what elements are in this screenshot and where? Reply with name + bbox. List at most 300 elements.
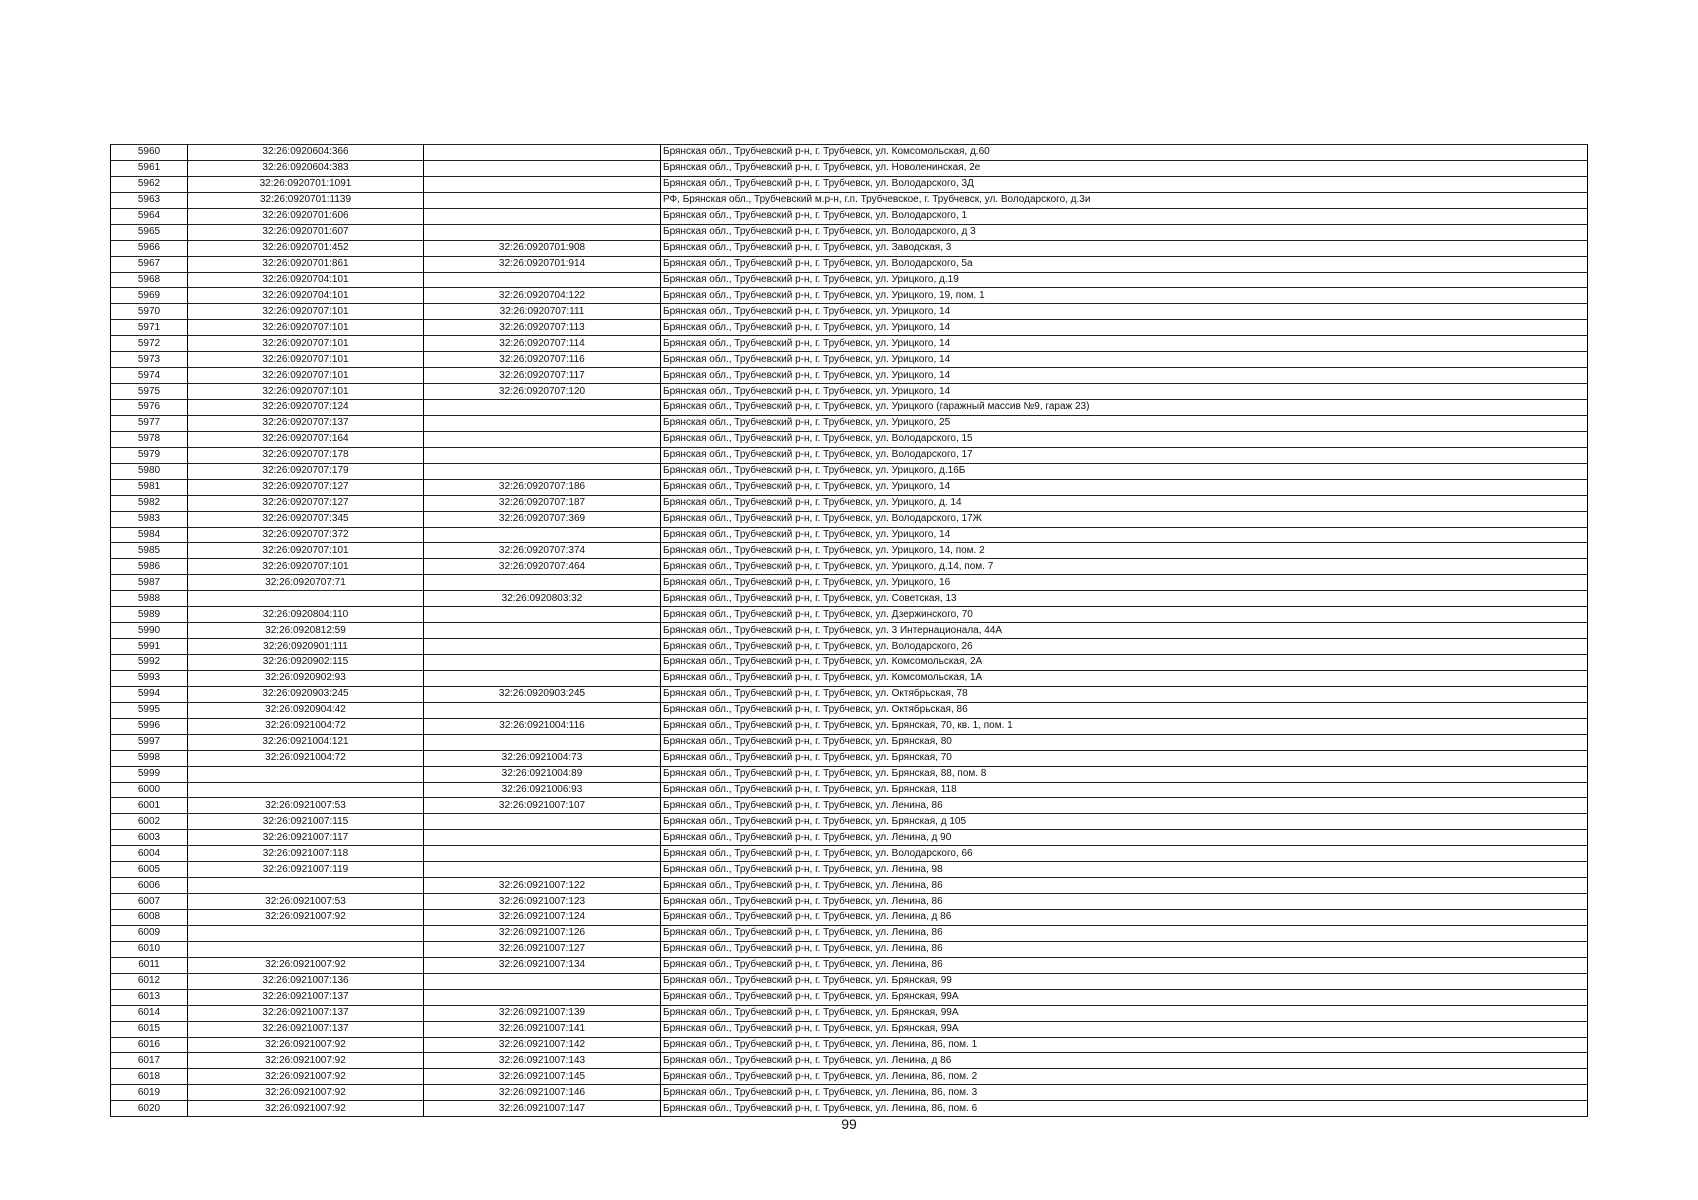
address-cell: Брянская обл., Трубчевский р-н, г. Трубчевск, ул. Ленина, 98 <box>661 862 1588 878</box>
page-number: 99 <box>841 1116 857 1132</box>
related-cadastral-number-cell <box>424 862 661 878</box>
related-cadastral-number-cell: 32:26:0921004:116 <box>424 718 661 734</box>
cadastral-number-cell: 32:26:0921007:119 <box>188 862 424 878</box>
address-cell: Брянская обл., Трубчевский р-н, г. Трубчевск, ул. Брянская, 99А <box>661 989 1588 1005</box>
cadastral-number-cell: 32:26:0921007:92 <box>188 1053 424 1069</box>
row-number-cell: 6003 <box>111 830 188 846</box>
row-number-cell: 6017 <box>111 1053 188 1069</box>
address-cell: Брянская обл., Трубчевский р-н, г. Трубчевск, ул. Урицкого, 25 <box>661 415 1588 431</box>
cadastral-number-cell: 32:26:0921004:121 <box>188 734 424 750</box>
row-number-cell: 6002 <box>111 814 188 830</box>
cadastral-number-cell <box>188 941 424 957</box>
cadastral-number-cell: 32:26:0921007:136 <box>188 973 424 989</box>
related-cadastral-number-cell <box>424 431 661 447</box>
cadastral-number-cell: 32:26:0920707:101 <box>188 384 424 400</box>
row-number-cell: 5966 <box>111 240 188 256</box>
table-row <box>111 1021 1588 1037</box>
related-cadastral-number-cell <box>424 447 661 463</box>
cadastral-number-cell <box>188 878 424 894</box>
address-cell: Брянская обл., Трубчевский р-н, г. Трубчевск, ул. Ленина, 86 <box>661 957 1588 973</box>
row-number-cell: 5998 <box>111 750 188 766</box>
row-number-cell: 5977 <box>111 415 188 431</box>
cadastral-number-cell: 32:26:0920701:1139 <box>188 192 424 208</box>
related-cadastral-number-cell <box>424 224 661 240</box>
table-row <box>111 718 1588 734</box>
address-cell: Брянская обл., Трубчевский р-н, г. Трубчевск, ул. Брянская, 80 <box>661 734 1588 750</box>
table-row <box>111 495 1588 511</box>
address-cell: Брянская обл., Трубчевский р-н, г. Трубчевск, ул. Брянская, д 105 <box>661 814 1588 830</box>
cadastral-number-cell: 32:26:0920707:101 <box>188 543 424 559</box>
address-cell: Брянская обл., Трубчевский р-н, г. Трубчевск, ул. Володарского, 17Ж <box>661 511 1588 527</box>
related-cadastral-number-cell: 32:26:0920707:117 <box>424 368 661 384</box>
cadastral-number-cell: 32:26:0921007:118 <box>188 846 424 862</box>
address-cell: Брянская обл., Трубчевский р-н, г. Трубчевск, ул. Комсомольская, 2А <box>661 655 1588 671</box>
related-cadastral-number-cell: 32:26:0920707:187 <box>424 495 661 511</box>
related-cadastral-number-cell: 32:26:0920704:122 <box>424 288 661 304</box>
table-row <box>111 846 1588 862</box>
row-number-cell: 6013 <box>111 989 188 1005</box>
address-cell: Брянская обл., Трубчевский р-н, г. Трубчевск, ул. Урицкого, 14 <box>661 336 1588 352</box>
cadastral-number-cell: 32:26:0920604:383 <box>188 160 424 176</box>
row-number-cell: 5974 <box>111 368 188 384</box>
row-number-cell: 5979 <box>111 447 188 463</box>
address-cell: Брянская обл., Трубчевский р-н, г. Трубчевск, ул. Ленина, 86 <box>661 941 1588 957</box>
address-cell: Брянская обл., Трубчевский р-н, г. Трубчевск, ул. Володарского, 15 <box>661 431 1588 447</box>
cadastral-number-cell: 32:26:0921007:92 <box>188 910 424 926</box>
row-number-cell: 6018 <box>111 1069 188 1085</box>
cadastral-number-cell: 32:26:0920902:93 <box>188 670 424 686</box>
table-row <box>111 543 1588 559</box>
table-row <box>111 1053 1588 1069</box>
cadastral-number-cell: 32:26:0920804:110 <box>188 607 424 623</box>
related-cadastral-number-cell <box>424 734 661 750</box>
table-row <box>111 575 1588 591</box>
table-row <box>111 208 1588 224</box>
address-cell: Брянская обл., Трубчевский р-н, г. Трубчевск, ул. Ленина, 86, пом. 1 <box>661 1037 1588 1053</box>
related-cadastral-number-cell <box>424 814 661 830</box>
table-row <box>111 145 1588 161</box>
related-cadastral-number-cell: 32:26:0921007:124 <box>424 910 661 926</box>
row-number-cell: 6020 <box>111 1101 188 1117</box>
related-cadastral-number-cell: 32:26:0920707:114 <box>424 336 661 352</box>
row-number-cell: 5999 <box>111 766 188 782</box>
table-row <box>111 368 1588 384</box>
table-row <box>111 1005 1588 1021</box>
table-row <box>111 288 1588 304</box>
address-cell: Брянская обл., Трубчевский р-н, г. Трубчевск, ул. Новоленинская, 2е <box>661 160 1588 176</box>
table-row <box>111 862 1588 878</box>
cadastral-number-cell: 32:26:0920903:245 <box>188 686 424 702</box>
row-number-cell: 5991 <box>111 639 188 655</box>
table-row <box>111 431 1588 447</box>
table-row <box>111 830 1588 846</box>
table-row <box>111 527 1588 543</box>
table-row <box>111 878 1588 894</box>
address-cell: Брянская обл., Трубчевский р-н, г. Трубчевск, ул. Ленина, 86 <box>661 878 1588 894</box>
cadastral-number-cell: 32:26:0921007:92 <box>188 1037 424 1053</box>
cadastral-number-cell: 32:26:0920701:861 <box>188 256 424 272</box>
address-cell: Брянская обл., Трубчевский р-н, г. Трубчевск, ул. Советская, 13 <box>661 591 1588 607</box>
row-number-cell: 5973 <box>111 352 188 368</box>
address-cell: Брянская обл., Трубчевский р-н, г. Трубчевск, ул. Брянская, 99 <box>661 973 1588 989</box>
table-row <box>111 176 1588 192</box>
related-cadastral-number-cell <box>424 272 661 288</box>
cadastral-number-cell: 32:26:0920707:127 <box>188 479 424 495</box>
table-row <box>111 814 1588 830</box>
table-row <box>111 925 1588 941</box>
address-cell: Брянская обл., Трубчевский р-н, г. Трубчевск, ул. Урицкого, д.19 <box>661 272 1588 288</box>
row-number-cell: 5962 <box>111 176 188 192</box>
row-number-cell: 6011 <box>111 957 188 973</box>
cadastral-number-cell: 32:26:0920902:115 <box>188 655 424 671</box>
address-cell: Брянская обл., Трубчевский р-н, г. Трубчевск, ул. Урицкого, 14 <box>661 527 1588 543</box>
row-number-cell: 5960 <box>111 145 188 161</box>
cadastral-number-cell: 32:26:0920707:164 <box>188 431 424 447</box>
related-cadastral-number-cell: 32:26:0921007:145 <box>424 1069 661 1085</box>
related-cadastral-number-cell <box>424 400 661 416</box>
table-row <box>111 272 1588 288</box>
table-row <box>111 1101 1588 1117</box>
address-cell: Брянская обл., Трубчевский р-н, г. Трубчевск, ул. Урицкого, 14, пом. 2 <box>661 543 1588 559</box>
related-cadastral-number-cell: 32:26:0920701:914 <box>424 256 661 272</box>
row-number-cell: 5983 <box>111 511 188 527</box>
related-cadastral-number-cell: 32:26:0920707:116 <box>424 352 661 368</box>
address-cell: Брянская обл., Трубчевский р-н, г. Трубчевск, ул. Ленина, 86 <box>661 894 1588 910</box>
cadastral-number-cell: 32:26:0921007:137 <box>188 1021 424 1037</box>
table-row <box>111 400 1588 416</box>
table-row <box>111 639 1588 655</box>
cadastral-number-cell <box>188 925 424 941</box>
row-number-cell: 6008 <box>111 910 188 926</box>
table-row <box>111 782 1588 798</box>
address-cell: Брянская обл., Трубчевский р-н, г. Трубчевск, ул. Володарского, 3Д <box>661 176 1588 192</box>
related-cadastral-number-cell: 32:26:0921004:89 <box>424 766 661 782</box>
address-cell: Брянская обл., Трубчевский р-н, г. Трубчевск, ул. Ленина, 86 <box>661 798 1588 814</box>
row-number-cell: 5970 <box>111 304 188 320</box>
table-row <box>111 447 1588 463</box>
table-row <box>111 304 1588 320</box>
cadastral-number-cell: 32:26:0921007:115 <box>188 814 424 830</box>
address-cell: Брянская обл., Трубчевский р-н, г. Трубчевск, ул. Урицкого, 19, пом. 1 <box>661 288 1588 304</box>
row-number-cell: 5981 <box>111 479 188 495</box>
cadastral-number-cell: 32:26:0920701:452 <box>188 240 424 256</box>
table-row <box>111 511 1588 527</box>
related-cadastral-number-cell <box>424 846 661 862</box>
address-cell: Брянская обл., Трубчевский р-н, г. Трубчевск, ул. Урицкого, д. 14 <box>661 495 1588 511</box>
related-cadastral-number-cell: 32:26:0920707:120 <box>424 384 661 400</box>
row-number-cell: 5980 <box>111 463 188 479</box>
registry-table <box>110 144 1588 1117</box>
cadastral-number-cell <box>188 782 424 798</box>
address-cell: Брянская обл., Трубчевский р-н, г. Трубчевск, ул. Брянская, 99А <box>661 1021 1588 1037</box>
cadastral-number-cell: 32:26:0920707:101 <box>188 368 424 384</box>
cadastral-number-cell: 32:26:0920707:101 <box>188 336 424 352</box>
address-cell: Брянская обл., Трубчевский р-н, г. Трубчевск, ул. Брянская, 70, кв. 1, пом. 1 <box>661 718 1588 734</box>
cadastral-number-cell: 32:26:0921007:92 <box>188 1085 424 1101</box>
address-cell: Брянская обл., Трубчевский р-н, г. Трубчевск, ул. Володарского, 5а <box>661 256 1588 272</box>
table-row <box>111 910 1588 926</box>
related-cadastral-number-cell: 32:26:0921007:142 <box>424 1037 661 1053</box>
table-row <box>111 734 1588 750</box>
cadastral-number-cell: 32:26:0920707:372 <box>188 527 424 543</box>
related-cadastral-number-cell <box>424 145 661 161</box>
related-cadastral-number-cell <box>424 655 661 671</box>
cadastral-number-cell: 32:26:0921007:92 <box>188 1101 424 1117</box>
address-cell: Брянская обл., Трубчевский р-н, г. Трубчевск, ул. Ленина, д 86 <box>661 1053 1588 1069</box>
table-row <box>111 655 1588 671</box>
cadastral-number-cell: 32:26:0920707:101 <box>188 320 424 336</box>
cadastral-number-cell: 32:26:0920701:607 <box>188 224 424 240</box>
related-cadastral-number-cell: 32:26:0920903:245 <box>424 686 661 702</box>
address-cell: Брянская обл., Трубчевский р-н, г. Трубчевск, ул. Брянская, 70 <box>661 750 1588 766</box>
row-number-cell: 6005 <box>111 862 188 878</box>
cadastral-number-cell: 32:26:0920707:71 <box>188 575 424 591</box>
row-number-cell: 5985 <box>111 543 188 559</box>
related-cadastral-number-cell <box>424 575 661 591</box>
related-cadastral-number-cell: 32:26:0921004:73 <box>424 750 661 766</box>
row-number-cell: 5969 <box>111 288 188 304</box>
table-row <box>111 670 1588 686</box>
table-row <box>111 384 1588 400</box>
related-cadastral-number-cell: 32:26:0920803:32 <box>424 591 661 607</box>
row-number-cell: 6001 <box>111 798 188 814</box>
related-cadastral-number-cell: 32:26:0921007:134 <box>424 957 661 973</box>
row-number-cell: 5984 <box>111 527 188 543</box>
table-row <box>111 941 1588 957</box>
row-number-cell: 5997 <box>111 734 188 750</box>
address-cell: Брянская обл., Трубчевский р-н, г. Трубчевск, ул. Володарского, 17 <box>661 447 1588 463</box>
related-cadastral-number-cell: 32:26:0921007:147 <box>424 1101 661 1117</box>
cadastral-number-cell: 32:26:0921007:92 <box>188 1069 424 1085</box>
row-number-cell: 6019 <box>111 1085 188 1101</box>
related-cadastral-number-cell <box>424 702 661 718</box>
related-cadastral-number-cell: 32:26:0921007:146 <box>424 1085 661 1101</box>
row-number-cell: 6014 <box>111 1005 188 1021</box>
address-cell: Брянская обл., Трубчевский р-н, г. Трубчевск, ул. 3 Интернационала, 44А <box>661 623 1588 639</box>
related-cadastral-number-cell <box>424 160 661 176</box>
row-number-cell: 6006 <box>111 878 188 894</box>
cadastral-number-cell: 32:26:0920704:101 <box>188 272 424 288</box>
related-cadastral-number-cell <box>424 623 661 639</box>
table-row <box>111 591 1588 607</box>
row-number-cell: 5990 <box>111 623 188 639</box>
table-row <box>111 1037 1588 1053</box>
cadastral-number-cell: 32:26:0920707:178 <box>188 447 424 463</box>
cadastral-number-cell: 32:26:0920901:111 <box>188 639 424 655</box>
cadastral-number-cell: 32:26:0921007:53 <box>188 798 424 814</box>
cadastral-number-cell: 32:26:0920707:127 <box>188 495 424 511</box>
row-number-cell: 5972 <box>111 336 188 352</box>
table-row <box>111 750 1588 766</box>
related-cadastral-number-cell <box>424 973 661 989</box>
related-cadastral-number-cell: 32:26:0920707:186 <box>424 479 661 495</box>
row-number-cell: 5995 <box>111 702 188 718</box>
address-cell: Брянская обл., Трубчевский р-н, г. Трубчевск, ул. Урицкого, 14 <box>661 352 1588 368</box>
row-number-cell: 6010 <box>111 941 188 957</box>
cadastral-number-cell: 32:26:0920707:179 <box>188 463 424 479</box>
row-number-cell: 5968 <box>111 272 188 288</box>
address-cell: Брянская обл., Трубчевский р-н, г. Трубчевск, ул. Урицкого, 16 <box>661 575 1588 591</box>
cadastral-number-cell: 32:26:0921007:53 <box>188 894 424 910</box>
related-cadastral-number-cell: 32:26:0920707:113 <box>424 320 661 336</box>
cadastral-number-cell: 32:26:0920707:345 <box>188 511 424 527</box>
cadastral-number-cell: 32:26:0920904:42 <box>188 702 424 718</box>
registry-table-body <box>111 145 1588 1117</box>
row-number-cell: 5965 <box>111 224 188 240</box>
cadastral-number-cell: 32:26:0921004:72 <box>188 750 424 766</box>
table-row <box>111 240 1588 256</box>
cadastral-number-cell: 32:26:0920707:124 <box>188 400 424 416</box>
table-row <box>111 320 1588 336</box>
related-cadastral-number-cell: 32:26:0920707:111 <box>424 304 661 320</box>
cadastral-number-cell: 32:26:0920707:101 <box>188 304 424 320</box>
address-cell: Брянская обл., Трубчевский р-н, г. Трубчевск, ул. Володарского, 26 <box>661 639 1588 655</box>
address-cell: Брянская обл., Трубчевский р-н, г. Трубчевск, ул. Ленина, д 90 <box>661 830 1588 846</box>
related-cadastral-number-cell <box>424 639 661 655</box>
cadastral-number-cell: 32:26:0921007:137 <box>188 989 424 1005</box>
related-cadastral-number-cell: 32:26:0921007:127 <box>424 941 661 957</box>
related-cadastral-number-cell: 32:26:0921007:107 <box>424 798 661 814</box>
table-row <box>111 336 1588 352</box>
row-number-cell: 6007 <box>111 894 188 910</box>
table-row <box>111 623 1588 639</box>
row-number-cell: 5978 <box>111 431 188 447</box>
address-cell: Брянская обл., Трубчевский р-н, г. Трубчевск, ул. Урицкого, 14 <box>661 304 1588 320</box>
table-row <box>111 160 1588 176</box>
address-cell: Брянская обл., Трубчевский р-н, г. Трубчевск, ул. Урицкого, 14 <box>661 479 1588 495</box>
table-row <box>111 559 1588 575</box>
row-number-cell: 5961 <box>111 160 188 176</box>
related-cadastral-number-cell <box>424 989 661 1005</box>
row-number-cell: 6004 <box>111 846 188 862</box>
table-row <box>111 415 1588 431</box>
row-number-cell: 5967 <box>111 256 188 272</box>
related-cadastral-number-cell: 32:26:0921007:126 <box>424 925 661 941</box>
cadastral-number-cell: 32:26:0921004:72 <box>188 718 424 734</box>
row-number-cell: 5988 <box>111 591 188 607</box>
address-cell: Брянская обл., Трубчевский р-н, г. Трубчевск, ул. Урицкого, д.16Б <box>661 463 1588 479</box>
address-cell: Брянская обл., Трубчевский р-н, г. Трубчевск, ул. Дзержинского, 70 <box>661 607 1588 623</box>
cadastral-number-cell <box>188 766 424 782</box>
cadastral-number-cell: 32:26:0920707:137 <box>188 415 424 431</box>
row-number-cell: 5986 <box>111 559 188 575</box>
row-number-cell: 5964 <box>111 208 188 224</box>
table-row <box>111 479 1588 495</box>
address-cell: Брянская обл., Трубчевский р-н, г. Трубчевск, ул. Ленина, 86, пом. 6 <box>661 1101 1588 1117</box>
address-cell: Брянская обл., Трубчевский р-н, г. Трубчевск, ул. Ленина, 86, пом. 2 <box>661 1069 1588 1085</box>
address-cell: Брянская обл., Трубчевский р-н, г. Трубчевск, ул. Комсомольская, 1А <box>661 670 1588 686</box>
row-number-cell: 5994 <box>111 686 188 702</box>
table-row <box>111 973 1588 989</box>
address-cell: Брянская обл., Трубчевский р-н, г. Трубчевск, ул. Володарского, 1 <box>661 208 1588 224</box>
row-number-cell: 6009 <box>111 925 188 941</box>
address-cell: Брянская обл., Трубчевский р-н, г. Трубчевск, ул. Урицкого, 14 <box>661 384 1588 400</box>
address-cell: Брянская обл., Трубчевский р-н, г. Трубчевск, ул. Октябрьская, 78 <box>661 686 1588 702</box>
related-cadastral-number-cell <box>424 208 661 224</box>
row-number-cell: 6012 <box>111 973 188 989</box>
related-cadastral-number-cell: 32:26:0920701:908 <box>424 240 661 256</box>
table-row <box>111 352 1588 368</box>
table-row <box>111 989 1588 1005</box>
related-cadastral-number-cell <box>424 527 661 543</box>
address-cell: Брянская обл., Трубчевский р-н, г. Трубчевск, ул. Брянская, 88, пом. 8 <box>661 766 1588 782</box>
table-row <box>111 256 1588 272</box>
address-cell: РФ, Брянская обл., Трубчевский м.р-н, г.п. Трубчевское, г. Трубчевск, ул. Володарского, д.3и <box>661 192 1588 208</box>
row-number-cell: 5976 <box>111 400 188 416</box>
address-cell: Брянская обл., Трубчевский р-н, г. Трубчевск, ул. Октябрьская, 86 <box>661 702 1588 718</box>
row-number-cell: 5993 <box>111 670 188 686</box>
table-row <box>111 1085 1588 1101</box>
related-cadastral-number-cell: 32:26:0921007:139 <box>424 1005 661 1021</box>
table-row <box>111 463 1588 479</box>
table-row <box>111 798 1588 814</box>
related-cadastral-number-cell <box>424 607 661 623</box>
related-cadastral-number-cell: 32:26:0920707:464 <box>424 559 661 575</box>
related-cadastral-number-cell <box>424 176 661 192</box>
address-cell: Брянская обл., Трубчевский р-н, г. Трубчевск, ул. Брянская, 118 <box>661 782 1588 798</box>
address-cell: Брянская обл., Трубчевский р-н, г. Трубчевск, ул. Брянская, 99А <box>661 1005 1588 1021</box>
table-row <box>111 607 1588 623</box>
cadastral-number-cell: 32:26:0920604:366 <box>188 145 424 161</box>
address-cell: Брянская обл., Трубчевский р-н, г. Трубчевск, ул. Ленина, д 86 <box>661 910 1588 926</box>
address-cell: Брянская обл., Трубчевский р-н, г. Трубчевск, ул. Заводская, 3 <box>661 240 1588 256</box>
table-row <box>111 686 1588 702</box>
cadastral-number-cell: 32:26:0920812:59 <box>188 623 424 639</box>
row-number-cell: 5992 <box>111 655 188 671</box>
row-number-cell: 6000 <box>111 782 188 798</box>
row-number-cell: 6016 <box>111 1037 188 1053</box>
address-cell: Брянская обл., Трубчевский р-н, г. Трубчевск, ул. Урицкого, 14 <box>661 368 1588 384</box>
row-number-cell: 5996 <box>111 718 188 734</box>
address-cell: Брянская обл., Трубчевский р-н, г. Трубчевск, ул. Урицкого, д.14, пом. 7 <box>661 559 1588 575</box>
cadastral-number-cell: 32:26:0920701:1091 <box>188 176 424 192</box>
table-row <box>111 957 1588 973</box>
related-cadastral-number-cell: 32:26:0921007:141 <box>424 1021 661 1037</box>
table-row <box>111 192 1588 208</box>
related-cadastral-number-cell <box>424 830 661 846</box>
related-cadastral-number-cell: 32:26:0921007:143 <box>424 1053 661 1069</box>
address-cell: Брянская обл., Трубчевский р-н, г. Трубчевск, ул. Урицкого (гаражный массив №9, гараж 23) <box>661 400 1588 416</box>
table-row <box>111 224 1588 240</box>
address-cell: Брянская обл., Трубчевский р-н, г. Трубчевск, ул. Володарского, 66 <box>661 846 1588 862</box>
cadastral-number-cell: 32:26:0920704:101 <box>188 288 424 304</box>
cadastral-number-cell <box>188 591 424 607</box>
related-cadastral-number-cell <box>424 192 661 208</box>
row-number-cell: 5963 <box>111 192 188 208</box>
table-row <box>111 766 1588 782</box>
cadastral-number-cell: 32:26:0920707:101 <box>188 352 424 368</box>
row-number-cell: 5987 <box>111 575 188 591</box>
table-row <box>111 702 1588 718</box>
row-number-cell: 5975 <box>111 384 188 400</box>
row-number-cell: 6015 <box>111 1021 188 1037</box>
cadastral-number-cell: 32:26:0920707:101 <box>188 559 424 575</box>
related-cadastral-number-cell <box>424 670 661 686</box>
related-cadastral-number-cell: 32:26:0921006:93 <box>424 782 661 798</box>
address-cell: Брянская обл., Трубчевский р-н, г. Трубчевск, ул. Ленина, 86 <box>661 925 1588 941</box>
address-cell: Брянская обл., Трубчевский р-н, г. Трубчевск, ул. Ленина, 86, пом. 3 <box>661 1085 1588 1101</box>
table-row <box>111 1069 1588 1085</box>
related-cadastral-number-cell: 32:26:0921007:122 <box>424 878 661 894</box>
address-cell: Брянская обл., Трубчевский р-н, г. Трубчевск, ул. Комсомольская, д.60 <box>661 145 1588 161</box>
table-row <box>111 894 1588 910</box>
cadastral-number-cell: 32:26:0920701:606 <box>188 208 424 224</box>
cadastral-number-cell: 32:26:0921007:137 <box>188 1005 424 1021</box>
related-cadastral-number-cell: 32:26:0921007:123 <box>424 894 661 910</box>
cadastral-number-cell: 32:26:0921007:117 <box>188 830 424 846</box>
related-cadastral-number-cell: 32:26:0920707:369 <box>424 511 661 527</box>
address-cell: Брянская обл., Трубчевский р-н, г. Трубчевск, ул. Урицкого, 14 <box>661 320 1588 336</box>
